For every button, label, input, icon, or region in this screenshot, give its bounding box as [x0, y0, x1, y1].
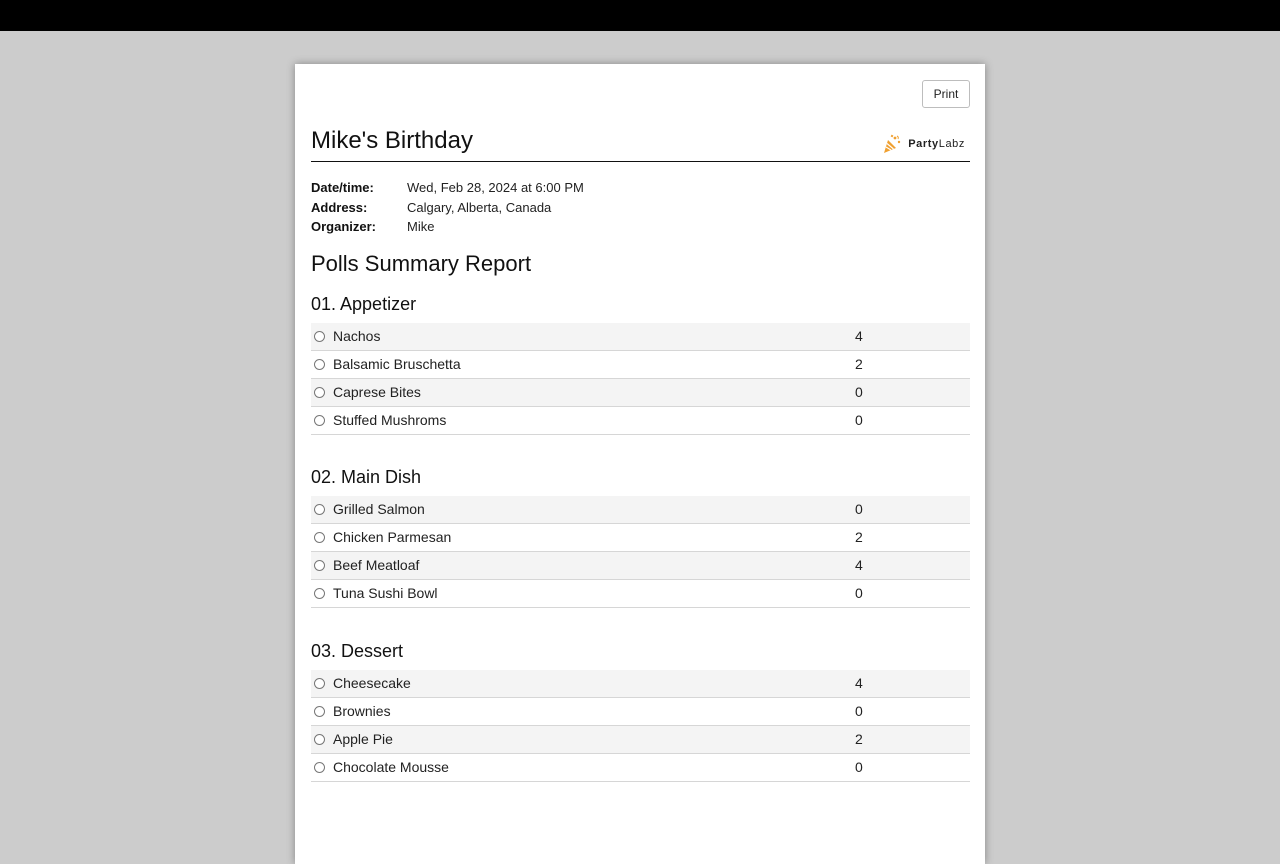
vote-count: 0: [855, 703, 863, 719]
report-header: [311, 124, 970, 162]
report-sheet: [295, 64, 985, 864]
brand-name-light: Labz: [938, 138, 965, 150]
radio-circle-icon: [314, 762, 325, 773]
poll-option: [311, 496, 970, 524]
option-label: Caprese Bites: [333, 384, 421, 400]
event-details: [311, 178, 970, 237]
option-label: Grilled Salmon: [333, 501, 425, 517]
radio-circle-icon: [314, 331, 325, 342]
vote-count: 0: [855, 501, 863, 517]
detail-row-datetime: [311, 178, 970, 198]
poll-option: [311, 407, 970, 435]
option-label: Nachos: [333, 328, 381, 344]
poll-option: [311, 351, 970, 379]
poll-option: [311, 726, 970, 754]
radio-circle-icon: [314, 415, 325, 426]
vote-count: 4: [855, 557, 863, 573]
poll-option: [311, 698, 970, 726]
radio-circle-icon: [314, 387, 325, 398]
vote-count: 2: [855, 529, 863, 545]
radio-circle-icon: [314, 504, 325, 515]
radio-circle-icon: [314, 532, 325, 543]
poll-dessert: [311, 640, 970, 782]
detail-row-address: [311, 198, 970, 218]
radio-circle-icon: [314, 678, 325, 689]
radio-circle-icon: [314, 359, 325, 370]
poll-option: [311, 670, 970, 698]
detail-value: Wed, Feb 28, 2024 at 6:00 PM: [407, 180, 584, 195]
report-title: Polls Summary Report: [311, 251, 532, 276]
option-label: Apple Pie: [333, 731, 393, 747]
poll-title: 02. Main Dish: [311, 467, 422, 487]
top-bar: [0, 0, 1280, 31]
vote-count: 0: [855, 759, 863, 775]
poll-option: [311, 524, 970, 552]
detail-value: Mike: [407, 219, 435, 234]
partylabz-logo: [882, 134, 965, 154]
detail-label: Organizer:: [311, 219, 377, 234]
detail-row-organizer: [311, 217, 970, 237]
poll-option: [311, 552, 970, 580]
vote-count: 0: [855, 585, 863, 601]
detail-label: Date/time:: [311, 180, 374, 195]
detail-label: Address:: [311, 199, 368, 215]
option-label: Chocolate Mousse: [333, 759, 449, 775]
radio-circle-icon: [314, 734, 325, 745]
option-label: Chicken Parmesan: [333, 529, 452, 545]
option-label: Brownies: [333, 703, 391, 719]
poll-appetizer: [311, 293, 970, 435]
event-title: Mike's Birthday: [311, 127, 473, 154]
vote-count: 2: [855, 356, 863, 372]
party-popper-icon: [882, 134, 902, 154]
radio-circle-icon: [314, 706, 325, 717]
brand-name: [908, 138, 965, 150]
poll-main-dish: [311, 466, 970, 608]
option-label: Beef Meatloaf: [333, 557, 420, 573]
option-label: Stuffed Mushroms: [333, 412, 447, 428]
option-label: Cheesecake: [333, 675, 411, 691]
poll-title: 01. Appetizer: [311, 294, 417, 314]
poll-option: [311, 754, 970, 782]
vote-count: 2: [855, 731, 863, 747]
vote-count: 0: [855, 412, 863, 428]
poll-title: 03. Dessert: [311, 641, 404, 661]
option-label: Tuna Sushi Bowl: [333, 585, 438, 601]
brand-name-bold: Party: [908, 138, 939, 150]
print-button[interactable]: Print: [922, 80, 970, 108]
poll-option: [311, 379, 970, 407]
poll-option: [311, 580, 970, 608]
vote-count: 4: [855, 675, 863, 691]
detail-value: Calgary, Alberta, Canada: [407, 199, 552, 215]
radio-circle-icon: [314, 588, 325, 599]
vote-count: 4: [855, 328, 863, 344]
vote-count: 0: [855, 384, 863, 400]
option-label: Balsamic Bruschetta: [333, 356, 461, 372]
poll-option: [311, 323, 970, 351]
radio-circle-icon: [314, 560, 325, 571]
